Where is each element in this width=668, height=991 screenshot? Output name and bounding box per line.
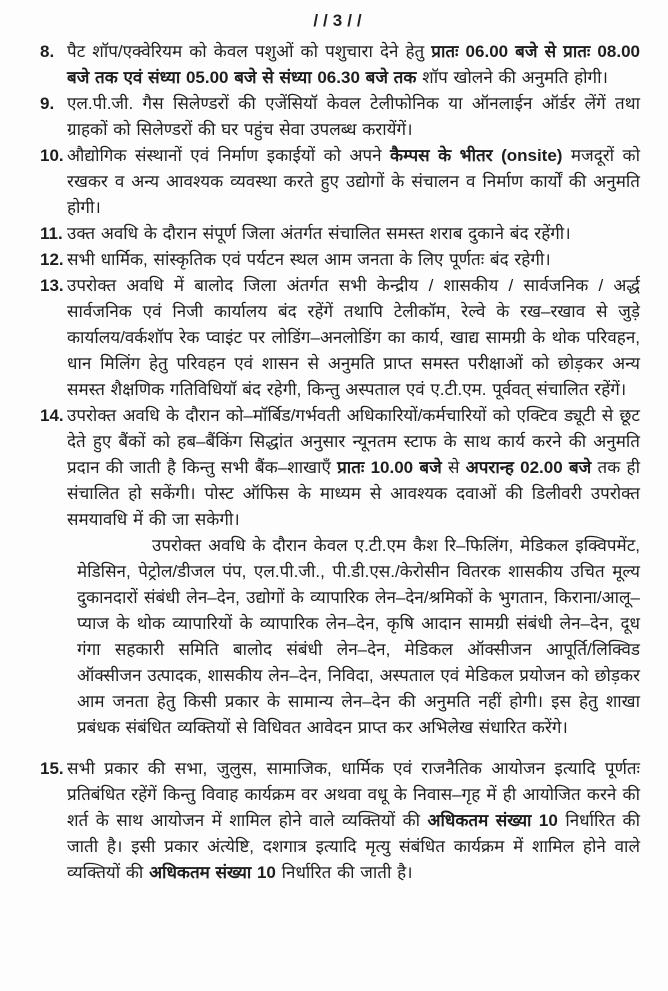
clause-text — [67, 39, 640, 91]
body-text: पैट शॉप/एक्वेरियम को केवल पशुओं को पशुचारा देने हेतु — [67, 42, 432, 61]
clause-number: 8. — [40, 42, 55, 61]
clause-text — [67, 247, 640, 273]
body-text: उपरोक्त अवधि के दौरान केवल ए.टी.एम कैश रि–फिलिंग, मेडिकल इक्विपमेंट, मेडिसिन, पेट्रोल/डीजल पंप, एल.पी.जी., पी.डी.एस./केरोसीन वितरक शासकीय उचित मूल्य दुकानदारों संबंधी लेन–देन, उद्योगों के व्यापारिक लेन–देन/श्रमिकों के भुगतान, किराना/आलू–प्याज के थोक व्यापारियों के व्यापारिक लेन–देन, कृषि आदान सामग्री संबंधी लेन–देन, दूध गंगा सहकारी समिति बालोद संबंधी लेन–देन, मेडिकल ऑक्सीजन आपूर्ति/लिक्विड ऑक्सीजन उत्पादक, शासकीय लेन–देन, निविदा, अस्पताल एवं मेडिकल प्रयोजन को छोड़कर आम जनता हेतु किसी प्रकार के सामान्य लेन–देन की अनुमति नहीं होगी। इस हेतु शाखा प्रबंधक संबंधित व्यक्तियों से विधिवत आवेदन प्राप्त कर अभिलेख संधारित करेंगे। — [77, 536, 640, 737]
body-text: शॉप खोलने की अनुमति होगी। — [416, 68, 608, 87]
emphasized-text: अधिकतम संख्या 10 — [149, 863, 276, 882]
clause-continuation-paragraph — [77, 533, 640, 741]
clause-item — [40, 39, 640, 91]
clause-number: 9. — [40, 94, 55, 113]
clause-item — [40, 143, 640, 221]
clause-item — [40, 247, 640, 273]
page-number: //3// — [313, 11, 367, 30]
body-text: से — [441, 458, 466, 477]
emphasized-text: अपरान्ह 02.00 बजे — [465, 458, 592, 477]
clause-item — [40, 91, 640, 143]
body-text: उपरोक्त अवधि के दौरान को–मॉर्बिड/गर्भवती अधिकारियों/कर्मचारियों को एक्टिव ड्यूटी से छूट देते हुए बैंकों को हब–बैंकिंग सिद्धांत अनुसार न्यूनतम स्टाफ के साथ कार्य करने की अनुमति प्रदान की जाती है किन्तु सभी बैंक–शाखाएँ — [67, 406, 640, 477]
clause-item — [40, 403, 640, 741]
emphasized-text: अधिकतम संख्या 10 — [427, 811, 558, 830]
clause-number: 13. — [40, 276, 64, 295]
clause-text — [67, 273, 640, 403]
clause-number: 10. — [40, 146, 64, 165]
clause-number: 14. — [40, 406, 64, 425]
clause-number: 12. — [40, 250, 64, 269]
body-text: सभी प्रकार की सभा, जुलुस, सामाजिक, धार्मिक एवं राजनैतिक आयोजन इत्यादि पूर्णतः प्रतिबंधित रहेंगें किन्तु विवाह कार्यक्रम वर अथवा वधू के निवास–गृह में ही आयोजित करने की शर्त के साथ आयोजन में शामिल होने वाले व्यक्तियों की — [67, 759, 640, 830]
body-text: तक ही संचालित हो सकेंगी। पोस्ट ऑफिस के माध्यम से आवश्यक दवाओं की डिलीवरी उपरोक्त समयावधि में की जा सकेगी। — [67, 458, 640, 529]
emphasized-text: प्रातः 06.00 बजे से प्रातः 08.00 बजे तक एवं संध्या 05.00 बजे से संध्या 06.30 बजे तक — [67, 42, 640, 87]
clause-text — [67, 221, 640, 247]
emphasized-text: प्रातः 10.00 बजे — [337, 458, 442, 477]
body-text: एल.पी.जी. गैस सिलेण्डरों की एजेंसियॉ केवल टेलीफोनिक या ऑनलाईन ऑर्डर लेंगें तथा ग्राहकों को सिलेण्डरों की घर पहुंच सेवा उपलब्ध करायेंगें। — [67, 94, 640, 139]
clause-item — [40, 273, 640, 403]
body-text: उक्त अवधि के दौरान संपूर्ण जिला अंतर्गत संचालित समस्त शराब दुकाने बंद रहेंगी। — [67, 224, 571, 243]
clause-number: 15. — [40, 759, 64, 778]
clause-text — [67, 756, 640, 886]
clauses-list — [40, 39, 640, 886]
clause-text — [67, 403, 640, 533]
body-text: निर्धारित की जाती है। इसी प्रकार अंत्येष्टि, दशगात्र इत्यादि मृत्यु संबंधित कार्यक्रम में शामिल होने वाले व्यक्तियों की — [67, 811, 640, 882]
body-text: मजदूरों को रखकर व अन्य आवश्यक व्यवस्था करते हुए उद्योगों के संचालन व निर्माण कार्यों की अनुमति होगी। — [67, 146, 640, 217]
clause-number: 11. — [40, 224, 63, 243]
clause-item — [40, 756, 640, 886]
clause-text — [67, 91, 640, 143]
body-text: सभी धार्मिक, सांस्कृतिक एवं पर्यटन स्थल आम जनता के लिए पूर्णतः बंद रहेगी। — [67, 250, 551, 269]
clause-item — [40, 221, 640, 247]
body-text: उपरोक्त अवधि में बालोद जिला अंतर्गत सभी केन्द्रीय / शासकीय / सार्वजनिक / अर्द्ध सार्वजनिक एवं निजी कार्यालय बंद रहेंगें तथापि टेलीकॉम, रेल्वे के रख–रखाव से जुड़े कार्यालय/वर्कशॉप रेक प्वाइंट पर लोडिंग–अनलोडिंग का कार्य, खाद्य सामग्री के थोक परिवहन, धान मिलिंग हेतु परिवहन एवं शासन से अनुमति प्राप्त समस्त परीक्षाओं को छोड़कर अन्य समस्त शैक्षणिक गतिविधियॉ बंद रहेगी, किन्तु अस्पताल एवं ए.टी.एम. पूर्ववत् संचालित रहेंगें। — [67, 276, 640, 399]
emphasized-text: कैम्पस के भीतर (onsite) — [390, 146, 563, 165]
body-text: औद्योगिक संस्थानों एवं निर्माण इकाईयों को अपने — [67, 146, 391, 165]
body-text: निर्धारित की जाती है। — [275, 863, 413, 882]
clause-text — [67, 143, 640, 221]
